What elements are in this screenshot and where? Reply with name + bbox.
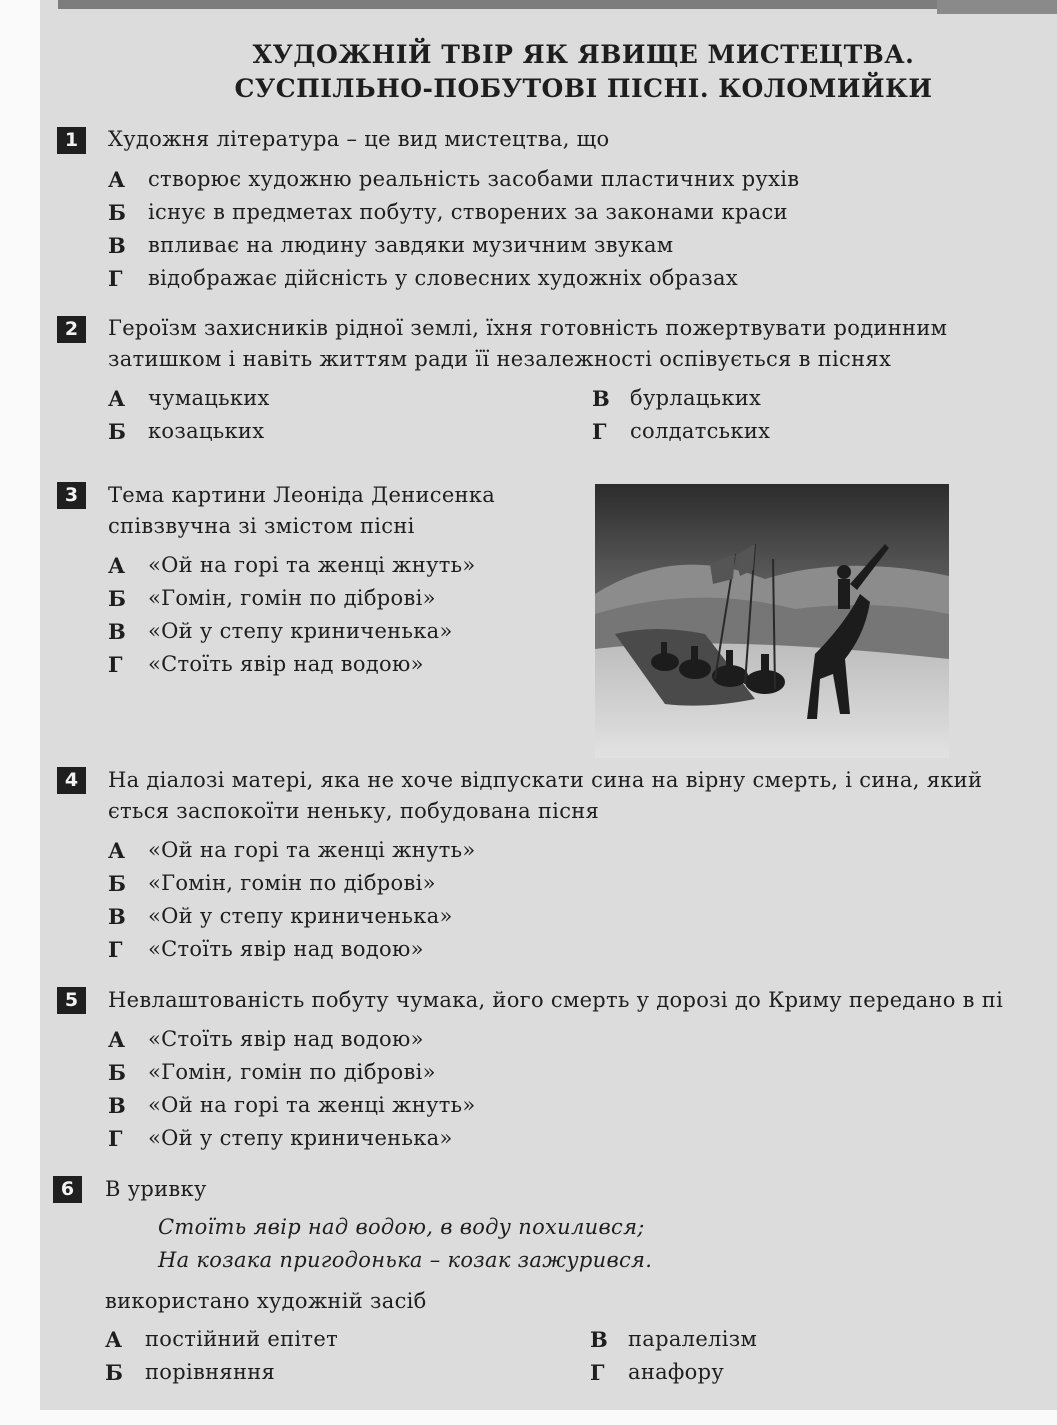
- question-2-option-b-letter: Б: [108, 419, 126, 444]
- question-5-option-v[interactable]: «Ой на горі та женці жнуть»: [148, 1093, 476, 1117]
- question-number-6: 6: [53, 1176, 82, 1203]
- question-5-option-a-letter: А: [108, 1027, 126, 1052]
- question-1-option-b[interactable]: існує в предметах побуту, створених за законами краси: [148, 200, 788, 224]
- question-4-option-b-letter: Б: [108, 871, 126, 896]
- question-4-option-h[interactable]: «Стоїть явір над водою»: [148, 937, 424, 961]
- question-5-text: Невлаштованість побуту чумака, його смерть у дорозі до Криму передано в пі: [108, 988, 1004, 1012]
- question-4-option-v[interactable]: «Ой у степу криниченька»: [148, 904, 453, 928]
- screen-margin-bottom: [0, 1410, 1057, 1425]
- question-3-text-line-1: Тема картини Леоніда Денисенка: [108, 483, 496, 507]
- question-5-option-h[interactable]: «Ой у степу криниченька»: [148, 1126, 453, 1150]
- question-2-text-line-2: затишком і навіть життям ради її незалежності оспівується в піснях: [108, 347, 892, 371]
- question-6-option-b-letter: Б: [105, 1360, 123, 1385]
- question-1-option-h-letter: Г: [108, 266, 123, 291]
- page-top-edge: [58, 0, 1057, 9]
- question-6-quote-line-2: На козака пригодонька – козак зажурився.: [158, 1248, 653, 1272]
- question-6-option-b[interactable]: порівняння: [145, 1360, 276, 1384]
- question-1-text: Художня література – це вид мистецтва, що: [108, 127, 610, 151]
- question-3-option-h[interactable]: «Стоїть явір над водою»: [148, 652, 424, 676]
- question-4-text-line-1: На діалозі матері, яка не хоче відпускати сина на вірну смерть, і сина, який: [108, 768, 983, 792]
- question-1-option-a-letter: А: [108, 167, 126, 192]
- question-6-text-after: використано художній засіб: [105, 1289, 427, 1313]
- question-3-option-h-letter: Г: [108, 652, 123, 677]
- question-5-option-h-letter: Г: [108, 1126, 123, 1151]
- question-2-option-h-letter: Г: [592, 419, 607, 444]
- question-4-option-h-letter: Г: [108, 937, 123, 962]
- question-5-option-v-letter: В: [108, 1093, 126, 1118]
- question-number-1: 1: [57, 127, 86, 154]
- question-number-2: 2: [57, 316, 86, 343]
- question-4-option-b[interactable]: «Гомін, гомін по діброві»: [148, 871, 436, 895]
- question-1-option-b-letter: Б: [108, 200, 126, 225]
- page-title-line-1: ХУДОЖНІЙ ТВІР ЯК ЯВИЩЕ МИСТЕЦТВА.: [252, 40, 915, 69]
- question-5-option-b[interactable]: «Гомін, гомін по діброві»: [148, 1060, 436, 1084]
- question-3-option-a[interactable]: «Ой на горі та женці жнуть»: [148, 553, 476, 577]
- question-6-option-a[interactable]: постійний епітет: [145, 1327, 338, 1351]
- question-1-option-h[interactable]: відображає дійсність у словесних художніх образах: [148, 266, 738, 290]
- question-number-3: 3: [57, 482, 86, 509]
- question-1-option-v[interactable]: впливає на людину завдяки музичним звукам: [148, 233, 674, 257]
- question-number-5: 5: [57, 987, 86, 1014]
- question-1-option-a[interactable]: створює художню реальність засобами пластичних рухів: [148, 167, 800, 191]
- question-2-option-v-letter: В: [592, 386, 610, 411]
- question-6-quote-line-1: Стоїть явір над водою, в воду похилився;: [158, 1215, 645, 1239]
- question-number-4: 4: [57, 767, 86, 794]
- question-6-option-v[interactable]: паралелізм: [628, 1327, 758, 1351]
- question-4-text-line-2: ється заспокоїти неньку, побудована пісня: [108, 799, 600, 823]
- page-title-line-2: СУСПІЛЬНО-ПОБУТОВІ ПІСНІ. КОЛОМИЙКИ: [234, 74, 933, 103]
- question-2-option-h[interactable]: солдатських: [630, 419, 771, 443]
- question-3-option-b[interactable]: «Гомін, гомін по діброві»: [148, 586, 436, 610]
- question-6-option-h-letter: Г: [590, 1360, 605, 1385]
- question-3-option-v[interactable]: «Ой у степу криниченька»: [148, 619, 453, 643]
- painting-illustration: [595, 484, 949, 758]
- textbook-page: [40, 0, 1057, 1410]
- question-6-option-a-letter: А: [105, 1327, 123, 1352]
- question-4-option-v-letter: В: [108, 904, 126, 929]
- question-5-option-b-letter: Б: [108, 1060, 126, 1085]
- question-6-option-h[interactable]: анафору: [628, 1360, 725, 1384]
- question-5-option-a[interactable]: «Стоїть явір над водою»: [148, 1027, 424, 1051]
- screen-margin-left: [0, 0, 40, 1425]
- question-2-option-a-letter: А: [108, 386, 126, 411]
- question-6-option-v-letter: В: [590, 1327, 608, 1352]
- question-3-text-line-2: співзвучна зі змістом пісні: [108, 514, 415, 538]
- question-2-text-line-1: Героїзм захисників рідної землі, їхня готовність пожертвувати родинним: [108, 316, 948, 340]
- question-6-text: В уривку: [105, 1177, 207, 1201]
- question-2-option-v[interactable]: бурлацьких: [630, 386, 762, 410]
- question-4-option-a[interactable]: «Ой на горі та женці жнуть»: [148, 838, 476, 862]
- question-3-option-a-letter: А: [108, 553, 126, 578]
- question-1-option-v-letter: В: [108, 233, 126, 258]
- question-2-option-a[interactable]: чумацьких: [148, 386, 270, 410]
- question-2-option-b[interactable]: козацьких: [148, 419, 265, 443]
- painting-cossack-riders: [595, 484, 949, 758]
- question-3-option-v-letter: В: [108, 619, 126, 644]
- question-4-option-a-letter: А: [108, 838, 126, 863]
- question-3-option-b-letter: Б: [108, 586, 126, 611]
- page-top-edge-corner: [937, 0, 1057, 14]
